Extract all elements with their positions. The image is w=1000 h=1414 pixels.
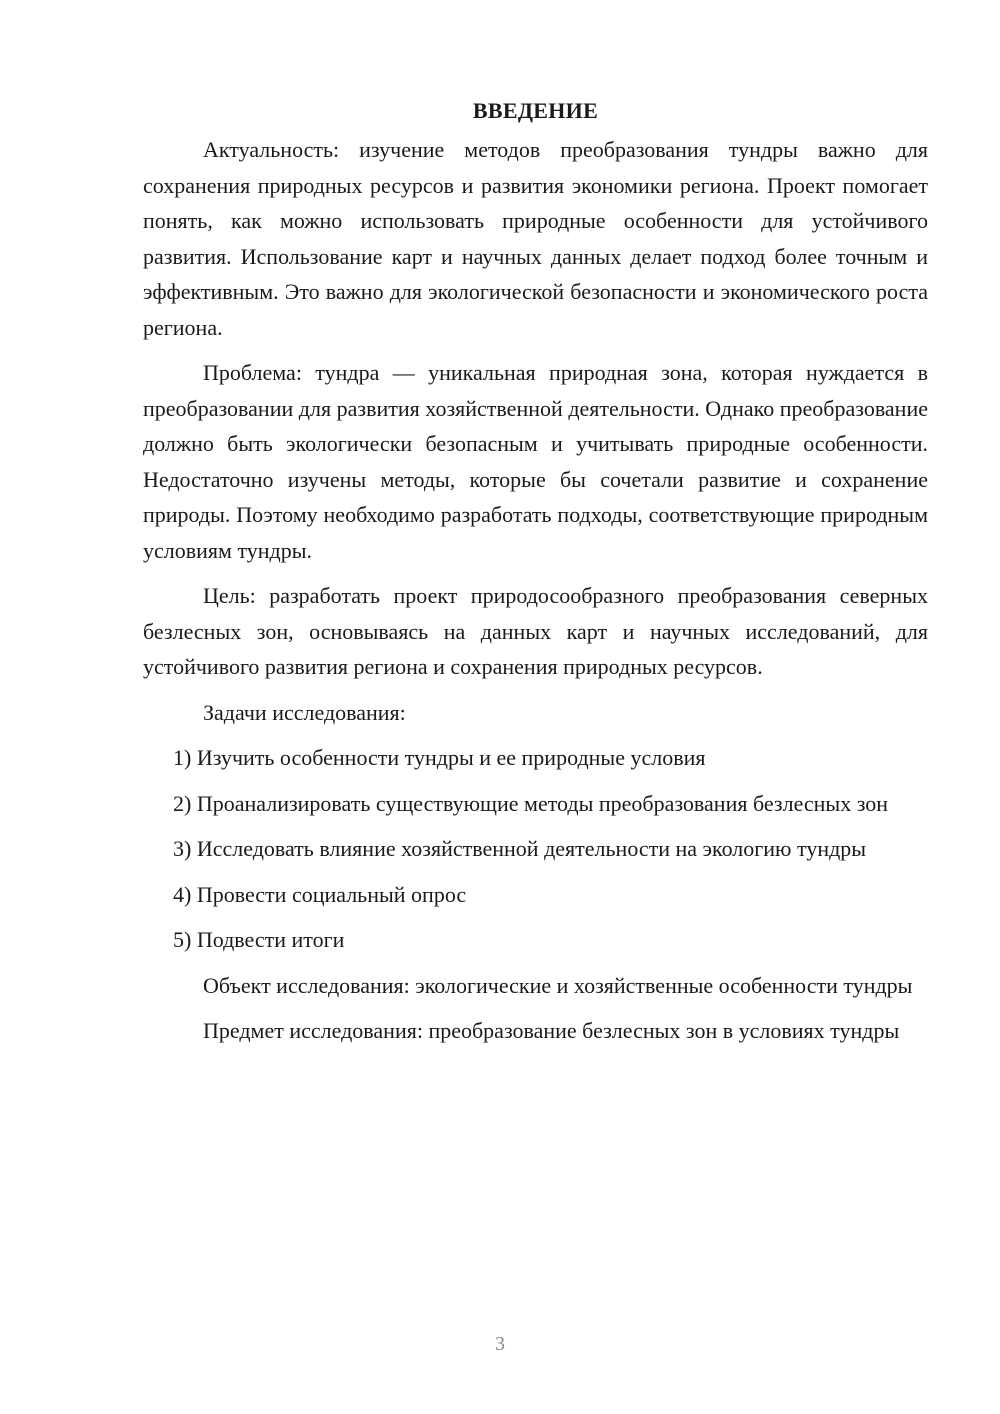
subject-paragraph: Предмет исследования: преобразование безлесных зон в условиях тундры <box>203 1018 900 1043</box>
page-number: 3 <box>495 1333 505 1355</box>
object-paragraph: Объект исследования: экологические и хозяйственные особенности тундры <box>203 972 913 998</box>
task-item-1: 1) Изучить особенности тундры и ее природные условия <box>173 745 706 770</box>
task-item-5: 5) Подвести итоги <box>173 927 345 952</box>
page-title: ВВЕДЕНИЕ <box>472 98 599 123</box>
task-item-4: 4) Провести социальный опрос <box>173 881 467 907</box>
task-item-2: 2) Проанализировать существующие методы преобразования безлесных зон <box>173 790 889 816</box>
tasks-heading: Задачи исследования: <box>203 699 406 725</box>
document-page <box>143 96 928 1059</box>
task-item-3: 3) Исследовать влияние хозяйственной деятельности на экологию тундры <box>173 836 867 861</box>
problem-paragraph: Проблема: тундра — уникальная природная зона, которая нуждается в преобразовании для развития хозяйственной деятельности. Однако преобразование должно быть экологически безопасным и учитывать природные особенности. Недостаточно изучены методы, которые бы сочетали развитие и сохранение природы. Поэтому необходимо разработать подходы, соответствующие природным условиям тундры. <box>143 360 928 563</box>
relevance-paragraph: Актуальность: изучение методов преобразования тундры важно для сохранения природных ресурсов и развития экономики региона. Проект помогает понять, как можно использовать природные особенности для устойчивого развития. Использование карт и научных данных делает подход более точным и эффективным. Это важно для экологической безопасности и экономического роста региона. <box>143 137 928 340</box>
goal-paragraph: Цель: разработать проект природосообразного преобразования северных безлесных зон, основываясь на данных карт и научных исследований, для устойчивого развития региона и сохранения природных ресурсов. <box>143 583 928 679</box>
